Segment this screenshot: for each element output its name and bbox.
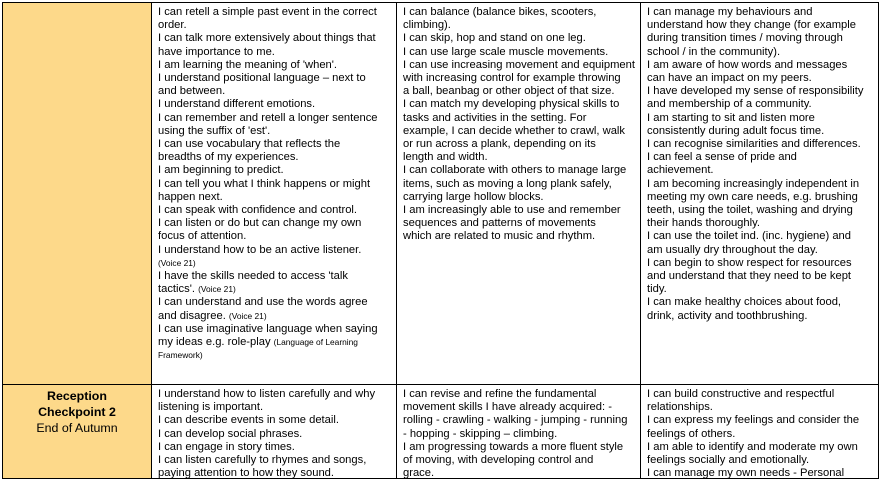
text-line: consistently during adult focus time. [647,124,825,137]
line-text: I am beginning to predict. [158,164,284,177]
text-line [158,19,391,32]
line-text: and between. [158,85,226,98]
text-line: I can feel a sense of pride and [647,151,797,164]
text-line: paying attention to how they sound. [158,467,335,479]
row2-personal-cell [640,384,879,479]
text-line: am usually dry throughout the day. [647,243,818,256]
text-line: I can express my feelings and consider the [647,414,860,427]
text-line: I am aware of how words and messages [647,58,848,71]
text-line: I understand how to listen carefully and why [158,388,376,400]
text-line: I can balance (balance bikes, scooters, [403,6,597,18]
line-text: I can use vocabulary that reflects the [158,138,341,151]
text-line [158,230,391,243]
text-line: I have developed my sense of responsibility [647,85,864,98]
text-line: tidy. [647,283,667,296]
text-line: I can begin to show respect for resources [647,256,852,269]
text-line: relationships. [647,401,713,414]
line-text: I have the skills needed to access 'talk [158,270,348,283]
text-line: I am starting to sit and listen more [647,111,815,124]
row1-communication-cell [151,2,397,385]
text-line: I can build constructive and respectful [647,388,835,400]
text-line [158,59,391,72]
text-line: or run across a plank, depending on its [403,138,596,151]
row1-personal-text [641,3,878,323]
citation-text: (Voice 21) [228,310,267,321]
text-line [158,32,391,45]
line-text: breadths of my experiences. [158,151,299,164]
row2-personal-text [641,385,878,479]
row2-communication-text [152,385,396,479]
text-line: I can develop social phrases. [158,427,303,440]
text-line [158,217,391,230]
citation-text: Framework) [158,350,203,361]
checkpoint-label-line2: Checkpoint 2 [38,405,116,419]
row1-personal-cell [640,2,879,385]
text-line: climbing). [403,19,451,32]
text-line: drink, activity and toothbrushing. [647,309,808,322]
text-line: I can engage in story times. [158,440,295,453]
line-text: tactics'. [158,283,199,296]
text-line: a ball, beanbag or other object of that size. [403,85,615,98]
line-text: I am learning the meaning of 'when'. [158,58,338,71]
text-line [158,178,391,191]
text-line: I am progressing towards a more fluent style [403,440,624,453]
checkpoint-label-line3: End of Autumn [36,421,118,435]
text-line: movement skills I have already acquired: - [403,401,612,414]
row1-label-cell [2,2,152,385]
line-text: using the suffix of 'est'. [158,124,271,137]
text-line: I can manage my own needs - Personal [647,467,845,479]
text-line [158,296,391,309]
row2-physical-text [397,385,640,479]
text-line: length and width. [403,151,488,164]
text-line: with increasing control for example throwing [403,72,621,85]
line-text: my ideas e.g. role-play [158,336,274,349]
text-line [158,191,391,204]
text-line [158,336,391,349]
text-line: their hands thoroughly. [647,217,760,230]
row1-communication-text [152,3,396,362]
text-line [158,204,391,217]
row2-label-cell [2,384,152,479]
text-line: carrying large hollow blocks. [403,190,544,203]
text-line [158,349,391,362]
text-line [158,98,391,111]
line-text: happen next. [158,190,223,203]
text-line: I am becoming increasingly independent in [647,177,860,190]
text-line [158,85,391,98]
text-line: - hopping - skipping – climbing. [403,427,558,440]
text-line: tasks and activities in the setting. For [403,111,587,124]
text-line: and understand that they need to be kept [647,270,852,283]
text-line: I am increasingly able to use and remember [403,204,621,217]
text-line: during transition times / moving through [647,32,843,45]
text-line [158,125,391,138]
line-text: I can understand and use the words agree [158,296,368,309]
row1-physical-cell [396,2,641,385]
text-line [158,244,391,257]
text-line: meeting my own care needs, e.g. brushing [647,190,858,203]
text-line [158,112,391,125]
text-line [158,164,391,177]
text-line: I can use the toilet ind. (inc. hygiene) and [647,230,851,243]
line-text: I can talk more extensively about things that [158,32,376,45]
row1-physical-text [397,3,640,244]
text-line: I am able to identify and moderate my own [647,440,858,453]
text-line: teeth, using the toilet, washing and drying [647,204,853,217]
text-line: I can make healthy choices about food, [647,296,842,309]
text-line: I can match my developing physical skills to [403,98,620,111]
line-text: I can remember and retell a longer sentence [158,111,378,124]
checkpoint-label [3,385,151,436]
line-text: I understand positional language – next to [158,72,366,85]
text-line: I can revise and refine the fundamental [403,388,597,400]
text-line: school / in the community). [647,45,781,58]
text-line: I can listen carefully to rhymes and songs, [158,454,367,467]
text-line: grace. [403,467,435,479]
text-line: I can manage my behaviours and [647,6,813,18]
text-line: rolling - crawling - walking - jumping - running [403,414,628,427]
citation-text: (Voice 21) [198,284,236,295]
line-text: I can tell you what I think happens or might [158,177,371,190]
text-line: I can skip, hop and stand on one leg. [403,32,586,45]
citation-text: (Voice 21) [158,257,196,268]
text-line: can have an impact on my peers. [647,72,812,85]
row2-physical-cell [396,384,641,479]
citation-text: (Language of Learning [273,337,358,348]
text-line [158,283,391,296]
text-line: I can use increasing movement and equipment [403,58,635,71]
checkpoint-label-line1: Reception [47,389,107,403]
line-text: have importance to me. [158,45,275,58]
line-text: I understand how to be an active listener. [158,243,362,256]
line-text: I can speak with confidence and control. [158,204,358,217]
text-line [158,138,391,151]
line-text: I can use imaginative language when saying [158,322,378,335]
text-line [158,72,391,85]
text-line [158,6,391,19]
text-line: which are related to music and rhythm. [403,230,596,243]
text-line: achievement. [647,164,714,177]
text-line [158,323,391,336]
text-line [158,257,391,270]
line-text: and disagree. [158,309,229,322]
text-line: and membership of a community. [647,98,812,111]
text-line [158,310,391,323]
line-text: focus of attention. [158,230,247,243]
text-line: items, such as moving a long plank safely, [403,177,612,190]
text-line: I can use large scale muscle movements. [403,45,609,58]
line-text: I can listen or do but can change my own [158,217,362,230]
row2-communication-cell [151,384,397,479]
text-line: sequences and patterns of movements [403,217,596,230]
text-line: I can describe events in some detail. [158,414,339,427]
text-line: feelings socially and emotionally. [647,454,810,467]
text-line: of moving, with developing control and [403,454,594,467]
text-line [158,270,391,283]
curriculum-table [2,2,879,479]
text-line [158,151,391,164]
text-line: I can recognise similarities and differences. [647,138,861,151]
text-line: example, I can decide whether to crawl, walk [403,124,625,137]
line-text: I understand different emotions. [158,98,316,111]
line-text: order. [158,19,187,32]
text-line: I can collaborate with others to manage large [403,164,627,177]
text-line: listening is important. [158,401,264,414]
text-line: feelings of others. [647,427,736,440]
text-line [158,46,391,59]
line-text: I can retell a simple past event in the correct [158,6,377,18]
text-line: understand how they change (for example [647,19,856,32]
